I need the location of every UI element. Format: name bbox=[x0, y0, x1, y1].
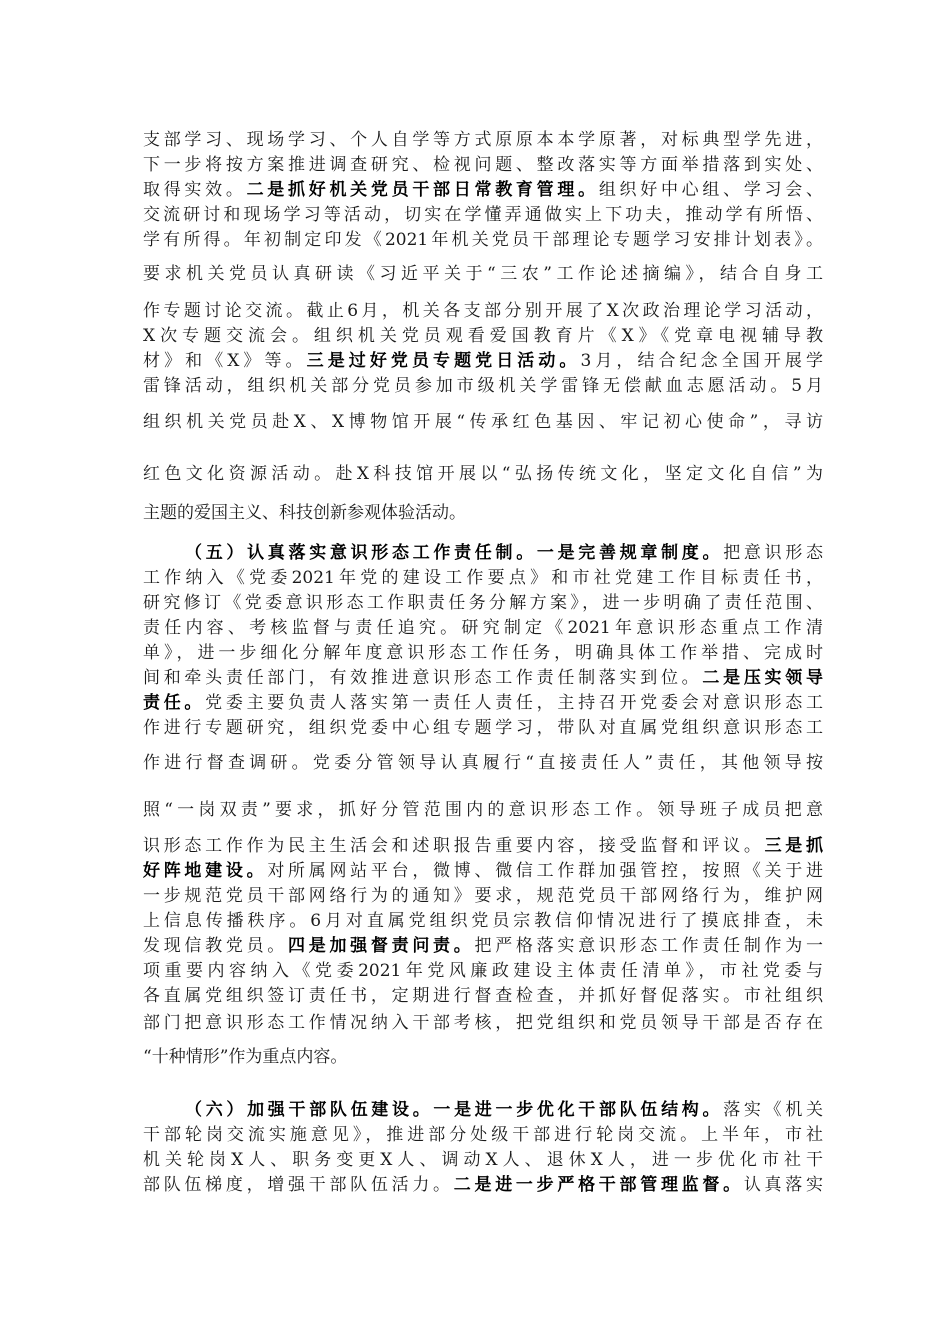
text-line: 雷锋活动，组织机关部分党员参加市级机关学雷锋无偿献血志愿活动。5月 bbox=[143, 376, 823, 396]
text-line: 支部学习、现场学习、个人自学等方式原原本本学原著，对标典型学先进， bbox=[143, 130, 823, 150]
text-line: 各直属党组织签订责任书，定期进行督查检查，并抓好督促落实。市社组织 bbox=[143, 986, 823, 1006]
text-line: 责任内容、考核监督与责任追究。研究制定《2021年意识形态重点工作清 bbox=[143, 618, 823, 638]
bold-heading: 二是抓好机关党员干部日常教育管理。 bbox=[246, 180, 599, 200]
text-line: 工作纳入《党委2021年党的建设工作要点》和市社党建工作目标责任书， bbox=[143, 568, 823, 588]
section-heading: （五）认真落实意识形态工作责任制。 bbox=[185, 543, 537, 563]
text-line: 间和牵头责任部门，有效推进意识形态工作责任制落实到位。二是压实领导 bbox=[143, 668, 823, 688]
bold-heading: 三是抓 bbox=[764, 836, 823, 856]
text-line: 作进行专题研究，组织党委中心组专题学习，带队对直属党组织意识形态工 bbox=[143, 718, 823, 738]
text-line: （五）认真落实意识形态工作责任制。一是完善规章制度。把意识形态 bbox=[185, 543, 824, 563]
text-line: 下一步将按方案推进调查研究、检视问题、整改落实等方面举措落到实处、 bbox=[143, 155, 823, 175]
text-line: 机关轮岗X人、职务变更X人、调动X人、退休X人，进一步优化市社干 bbox=[143, 1150, 823, 1170]
bold-heading: 四是加强督责问责。 bbox=[288, 936, 475, 956]
text-line: 好阵地建设。对所属网站平台，微博、微信工作群加强管控，按照《关于进 bbox=[143, 861, 823, 881]
text-line: 照“一岗双责”要求，抓好分管范围内的意识形态工作。领导班子成员把意 bbox=[143, 800, 823, 820]
text-line: 干部轮岗交流实施意见》，推进部分处级干部进行轮岗交流。上半年，市社 bbox=[143, 1125, 823, 1145]
text-line: 要求机关党员认真研读《习近平关于“三农”工作论述摘编》，结合自身工 bbox=[143, 264, 823, 284]
text-line: 作进行督查调研。党委分管领导认真履行“直接责任人”责任，其他领导按 bbox=[143, 753, 823, 773]
text-line: 责任。党委主要负责人落实第一责任人责任，主持召开党委会对意识形态工 bbox=[143, 693, 823, 713]
bold-heading: 责任。 bbox=[143, 693, 206, 713]
text-line: 作专题讨论交流。截止6月，机关各支部分别开展了X次政治理论学习活动， bbox=[143, 301, 823, 321]
bold-heading: 一是完善规章制度。 bbox=[536, 543, 724, 563]
bold-heading: 好阵地建设。 bbox=[143, 861, 268, 881]
section-heading: （六）加强干部队伍建设。 bbox=[185, 1100, 434, 1120]
bold-heading: 二是压实领导 bbox=[702, 668, 823, 688]
text-line: 项重要内容纳入《党委2021年党风廉政建设主体责任清单》，市社党委与 bbox=[143, 961, 823, 981]
bold-heading: 一是进一步优化干部队伍结构。 bbox=[433, 1100, 724, 1120]
bold-heading: 二是进一步严格干部管理监督。 bbox=[453, 1175, 744, 1195]
bold-heading: 三是过好党员专题党日活动。 bbox=[306, 351, 581, 371]
text-line: 主题的爱国主义、科技创新参观体验活动。 bbox=[143, 503, 466, 523]
text-line: 识形态工作作为民主生活会和述职报告重要内容，接受监督和评议。三是抓 bbox=[143, 836, 823, 856]
text-line: 发现信教党员。四是加强督责问责。把严格落实意识形态工作责任制作为一 bbox=[143, 936, 823, 956]
text-line: 上信息传播秩序。6月对直属党组织党员宗教信仰情况进行了摸底排查，未 bbox=[143, 911, 823, 931]
text-line: X次专题交流会。组织机关党员观看爱国教育片《X》《党章电视辅导教 bbox=[143, 326, 823, 346]
text-line: 一步规范党员干部网络行为的通知》要求，规范党员干部网络行为，维护网 bbox=[143, 886, 823, 906]
text-line: 组织机关党员赴X、X博物馆开展“传承红色基因、牢记初心使命”，寻访 bbox=[143, 412, 823, 432]
text-line: 学有所得。年初制定印发《2021年机关党员干部理论专题学习安排计划表》。 bbox=[143, 230, 823, 250]
text-line: 材》和《X》等。三是过好党员专题党日活动。3月，结合纪念全国开展学 bbox=[143, 351, 823, 371]
text-line: 取得实效。二是抓好机关党员干部日常教育管理。组织好中心组、学习会、 bbox=[143, 180, 823, 200]
text-line: 研究修订《党委意识形态工作职责任务分解方案》，进一步明确了责任范围、 bbox=[143, 593, 823, 613]
text-line: （六）加强干部队伍建设。一是进一步优化干部队伍结构。落实《机关 bbox=[185, 1100, 824, 1120]
text-line: 单》，进一步细化分解年度意识形态工作任务，明确具体工作举措、完成时 bbox=[143, 643, 823, 663]
text-line: 交流研讨和现场学习等活动，切实在学懂弄通做实上下功夫，推动学有所悟、 bbox=[143, 205, 823, 225]
text-line: “十种情形”作为重点内容。 bbox=[143, 1047, 348, 1067]
text-line: 部队伍梯度，增强干部队伍活力。二是进一步严格干部管理监督。认真落实 bbox=[143, 1175, 823, 1195]
text-line: 部门把意识形态工作情况纳入干部考核，把党组织和党员领导干部是否存在 bbox=[143, 1013, 823, 1033]
text-line: 红色文化资源活动。赴X科技馆开展以“弘扬传统文化，坚定文化自信”为 bbox=[143, 464, 823, 484]
